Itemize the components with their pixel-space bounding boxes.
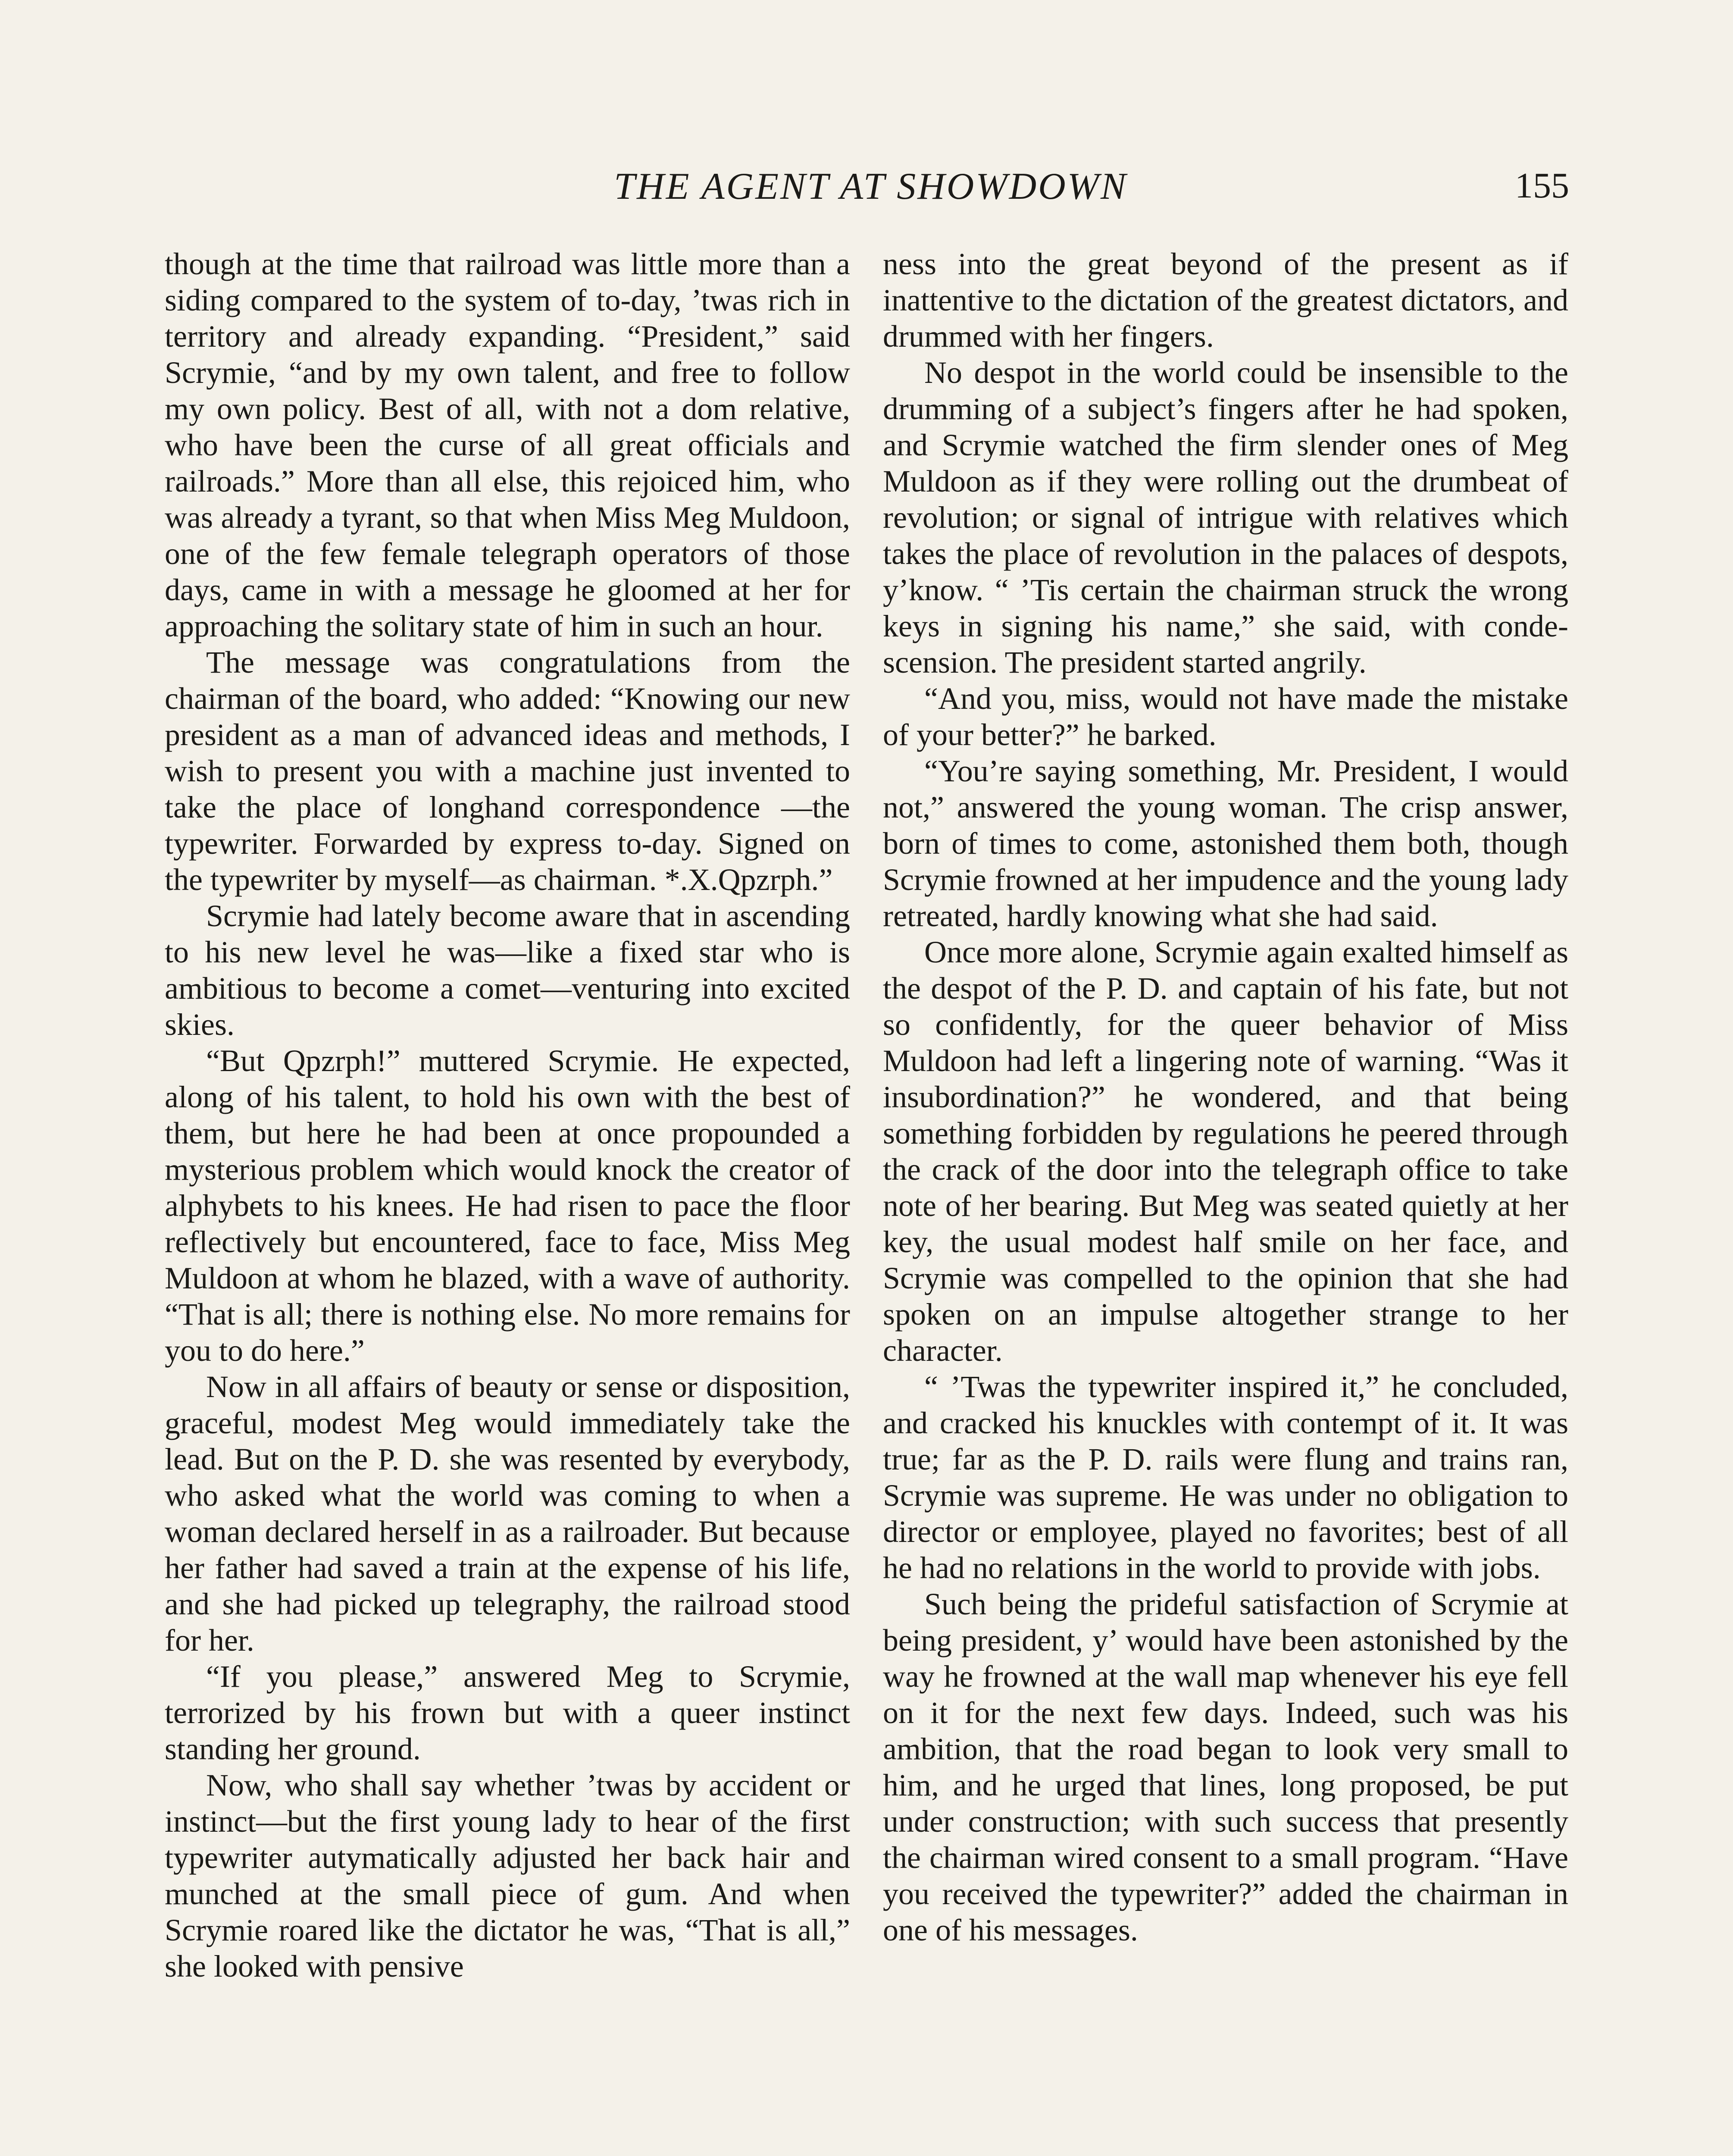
paragraph: Now, who shall say whether ’twas by accident or instinct—but the first young lady to hear of the first typewriter autymatically adjusted her back hair and munched at the small piece of gum. And when Scrymie roared like the dictator he was, “That is all,” she looked with pensive: [165, 1768, 850, 1984]
page-number: 155: [1515, 166, 1569, 206]
paragraph: Once more alone, Scrymie again exalted himself as the despot of the P. D. and captain of his fate, but not so confidently, for the queer behavior of Miss Muldoon had left a lingering note of warning. “Was it insubordination?” he wondered, and that being something forbidden by regulations he peered through the crack of the door into the telegraph office to take note of her bearing. But Meg was seated quietly at her key, the usual modest half smile on her face, and Scrymie was compelled to the opinion that she had spoken on an impulse altogether strange to her character.: [883, 935, 1568, 1368]
paragraph: Now in all affairs of beauty or sense or disposition, graceful, modest Meg would immediately take the lead. But on the P. D. she was resented by everybody, who asked what the world was coming to when a woman declared herself in as a railroader. But because her father had saved a train at the expense of his life, and she had picked up telegraphy, the railroad stood for her.: [165, 1369, 850, 1658]
paragraph: Such being the prideful satisfaction of Scrymie at being president, y’ would have been astonished by the way he frowned at the wall map whenever his eye fell on it for the next few days. Indeed, such was his ambition, that the road began to look very small to him, and he urged that lines, long proposed, be put under construction; with such success that presently the chairman wired consent to a small program. “Have you received the typewriter?” added the chairman in one of his messages.: [883, 1587, 1568, 1947]
paragraph: ness into the great beyond of the present as if inattentive to the dictation of the greatest dictators, and drummed with her fingers.: [883, 247, 1568, 354]
running-title: THE AGENT AT SHOWDOWN: [614, 166, 1128, 207]
paragraph: though at the time that railroad was little more than a siding compared to the system of to-day, ’twas rich in territory and already expanding. “President,” said Scrymie, “and by my own talent, and free to follow my own policy. Best of all, with not a dom relative, who have been the curse of all great officials and railroads.” More than all else, this rejoiced him, who was already a tyrant, so that when Miss Meg Muldoon, one of the few female telegraph operators of those days, came in with a message he gloomed at her for approaching the solitary state of him in such an hour.: [165, 247, 850, 643]
paragraph: The message was congratulations from the chairman of the board, who added: “Knowing our new president as a man of advanced ideas and methods, I wish to present you with a machine just invented to take the place of longhand correspondence —the typewriter. Forwarded by express to-day. Signed on the typewriter by myself—as chairman. *.X.Qpzrph.”: [165, 645, 850, 897]
paragraph: “But Qpzrph!” muttered Scrymie. He expected, along of his talent, to hold his own with the best of them, but here he had been at once propounded a mysterious problem which would knock the creator of alphybets to his knees. He had risen to pace the floor reflectively but encountered, face to face, Miss Meg Muldoon at whom he blazed, with a wave of authority. “That is all; there is nothing else. No more remains for you to do here.”: [165, 1044, 850, 1368]
paragraph: Scrymie had lately become aware that in ascending to his new level he was—like a fixed star who is ambitious to become a comet—venturing into excited skies.: [165, 899, 850, 1042]
paragraph: “You’re saying something, Mr. President, I would not,” answered the young woman. The crisp answer, born of times to come, astonished them both, though Scrymie frowned at her impudence and the young lady retreated, hardly knowing what she had said.: [883, 754, 1568, 933]
paragraph: “ ’Twas the typewriter inspired it,” he concluded, and cracked his knuckles with contempt of it. It was true; far as the P. D. rails were flung and trains ran, Scrymie was supreme. He was under no obligation to director or employee, played no favorites; best of all he had no relations in the world to provide with jobs.: [883, 1369, 1568, 1585]
right-column: [883, 246, 1568, 1948]
left-column: [165, 246, 850, 1984]
paragraph: No despot in the world could be insensible to the drumming of a subject’s fingers after he had spoken, and Scrymie watched the firm slender ones of Meg Muldoon as if they were rolling out the drumbeat of revolution; or signal of intrigue with relatives which takes the place of revolution in the palaces of despots, y’know. “ ’Tis certain the chairman struck the wrong keys in signing his name,” she said, with condescension. The president started angrily.: [883, 355, 1568, 680]
paragraph: “And you, miss, would not have made the mistake of your better?” he barked.: [883, 681, 1568, 752]
paragraph: “If you please,” answered Meg to Scrymie, terrorized by his frown but with a queer instinct standing her ground.: [165, 1659, 850, 1766]
